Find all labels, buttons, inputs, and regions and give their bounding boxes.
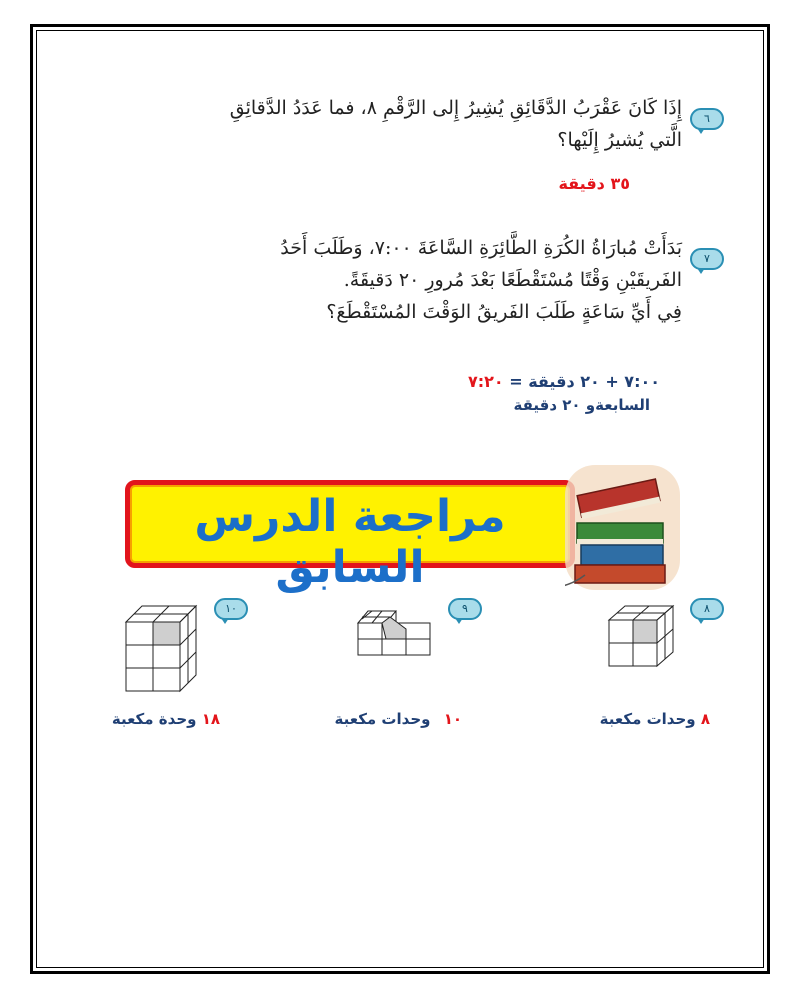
question-7-badge: ٧ — [690, 248, 724, 270]
question-7-answer-result: ٧:٢٠ — [467, 372, 504, 391]
cube-8-unit: وحدات مكعبة — [599, 710, 696, 728]
question-7-answer-words: السابعةو ٢٠ دقيقة — [513, 396, 650, 414]
review-banner-title: مراجعة الدرس السابق — [194, 491, 506, 593]
question-6-text — [122, 92, 682, 156]
cube-10-figure — [120, 600, 220, 695]
cube-10-unit: وحدة مكعبة — [111, 710, 197, 728]
question-7-line-1: بَدَأَتْ مُبارَاةُ الكُرَةِ الطَّائِرَةِ السَّاعَةَ ٧:٠٠، وَطَلَبَ أَحَدُ — [280, 237, 682, 259]
question-6-answer: ٣٥ دقيقة — [558, 174, 630, 193]
cube-9-count: ١٠ — [443, 710, 462, 728]
cube-9-badge: ٩ — [448, 598, 482, 620]
question-7-answer-equation — [468, 372, 660, 391]
question-7-answer-expression: ٧:٠٠ + ٢٠ دقيقة = — [509, 372, 660, 391]
question-7-text — [122, 232, 682, 328]
cube-8-badge: ٨ — [690, 598, 724, 620]
cube-8-answer — [600, 710, 710, 728]
cube-10-answer — [112, 710, 220, 728]
question-7-line-2: الفَريقَيْنِ وَقْتًا مُسْتَقْطَعًا بَعْدَ مُرورِ ٢٠ دَقيقَةً. — [343, 269, 682, 291]
review-banner — [125, 480, 575, 593]
cube-10-badge: ١٠ — [214, 598, 248, 620]
question-7-line-3: فِي أَيِّ سَاعَةٍ طَلَبَ الفَريقُ الوَقْتَ المُسْتَقْطَعَ؟ — [326, 301, 682, 323]
question-6-line-2: الَّتي يُشيرُ إِلَيْها؟ — [557, 129, 682, 151]
question-6-line-1: إِذَا كَانَ عَقْرَبُ الدَّقَائِقِ يُشِيرُ إِلى الرَّقْمِ ٨، فما عَدَدُ الدَّقائِقِ — [229, 97, 682, 119]
books-icon — [565, 465, 680, 590]
cube-8-figure — [605, 600, 685, 670]
cube-9-unit: وحدات مكعبة — [334, 710, 431, 728]
cube-10-count: ١٨ — [201, 710, 220, 728]
question-6-badge: ٦ — [690, 108, 724, 130]
cube-9-answer — [335, 710, 462, 728]
cube-8-count: ٨ — [700, 710, 710, 728]
cube-9-figure — [350, 605, 440, 660]
